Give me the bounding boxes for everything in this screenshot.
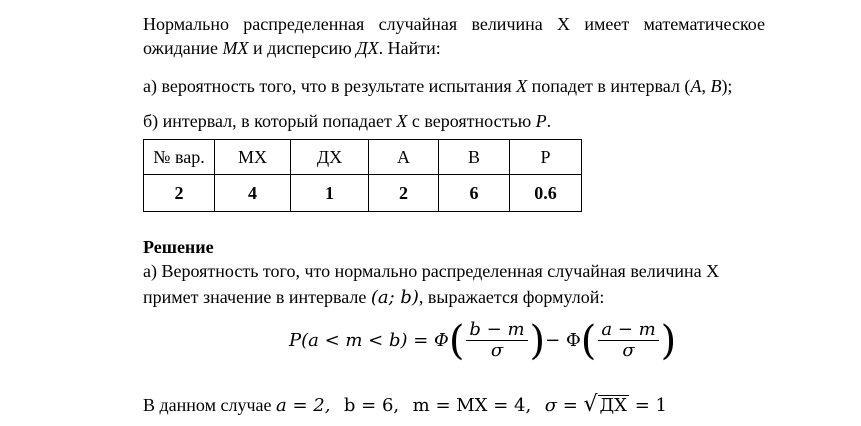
problem-part-b — [143, 110, 551, 132]
table-row — [144, 175, 582, 212]
interval-expression: (a; b) — [370, 287, 419, 308]
sigma-result: = 1 — [629, 395, 667, 416]
text-fragment: с вероятностью — [407, 111, 536, 131]
fraction-1 — [466, 320, 527, 361]
table-header-cell: MX — [215, 140, 291, 175]
problem-line-2 — [143, 37, 441, 59]
value-sigma: σ = — [544, 395, 584, 416]
fraction-denominator: σ — [490, 340, 504, 361]
fraction-denominator: σ — [622, 340, 635, 361]
table-cell: 4 — [215, 175, 291, 212]
text-fragment: , выражается формулой: — [418, 287, 605, 307]
right-paren: ) — [660, 317, 677, 364]
solution-heading: Решение — [143, 237, 214, 257]
table-header-cell: B — [439, 140, 510, 175]
symbol-x: X — [396, 111, 408, 131]
text-fragment: примет значение в интервале — [143, 287, 371, 307]
right-paren: ) — [529, 317, 546, 364]
probability-formula — [289, 317, 677, 364]
table-cell: 6 — [439, 175, 510, 212]
table-header-row — [144, 140, 582, 175]
formula-lhs: P(a < m < b) = Φ — [289, 330, 449, 351]
formula-minus: − Φ — [545, 330, 581, 351]
table-cell: 2 — [144, 175, 215, 212]
fraction-2 — [598, 320, 658, 361]
text-fragment: б) интервал, в который попадает — [143, 111, 397, 131]
fraction-numerator: b − m — [466, 320, 527, 341]
symbol-mx: MX — [222, 38, 249, 58]
symbol-dx: ДX — [356, 38, 379, 58]
solution-line-1 — [143, 260, 719, 282]
text-fragment: , — [701, 76, 711, 96]
left-paren: ( — [448, 317, 465, 364]
symbol-a: A — [690, 76, 702, 96]
text-fragment: а) вероятность того, что в результате испытания — [143, 76, 517, 96]
symbol-x: X — [516, 76, 528, 96]
problem-part-a — [143, 75, 732, 97]
problem-line-1 — [143, 13, 765, 35]
fraction-numerator: a − m — [598, 320, 658, 341]
solution-case-line — [143, 394, 667, 417]
value-a: a = 2, — [275, 395, 331, 416]
text-fragment: ); — [721, 76, 733, 96]
value-b: b = 6, — [343, 395, 400, 416]
table-header-cell: P — [510, 140, 582, 175]
text-fragment: . — [546, 111, 552, 131]
text-fragment: В данном случае — [143, 395, 276, 415]
radicand: ДX — [599, 395, 627, 416]
text-fragment: ожидание — [143, 38, 223, 58]
left-paren: ( — [580, 317, 597, 364]
table-header-cell: A — [369, 140, 439, 175]
table-cell: 1 — [291, 175, 369, 212]
value-m: m = MX = 4, — [412, 395, 532, 416]
table-cell: 2 — [369, 175, 439, 212]
solution-line-2 — [143, 286, 604, 309]
symbol-b: B — [710, 76, 722, 96]
problem-text-1: Нормально распределенная случайная величина X имеет математическое — [143, 14, 765, 34]
symbol-p: P — [535, 111, 547, 131]
table-header-cell: № вар. — [144, 140, 215, 175]
text-fragment: а) Вероятность того, что нормально распределенная случайная величина X — [143, 261, 720, 281]
text-fragment: и дисперсию — [248, 38, 357, 58]
variant-table — [143, 139, 582, 212]
text-fragment: попадет в интервал ( — [527, 76, 691, 96]
table-header-cell: ДX — [291, 140, 369, 175]
text-fragment: . Найти: — [378, 38, 441, 58]
sqrt-symbol: √ ДX — [583, 392, 627, 417]
table-cell: 0.6 — [510, 175, 582, 212]
